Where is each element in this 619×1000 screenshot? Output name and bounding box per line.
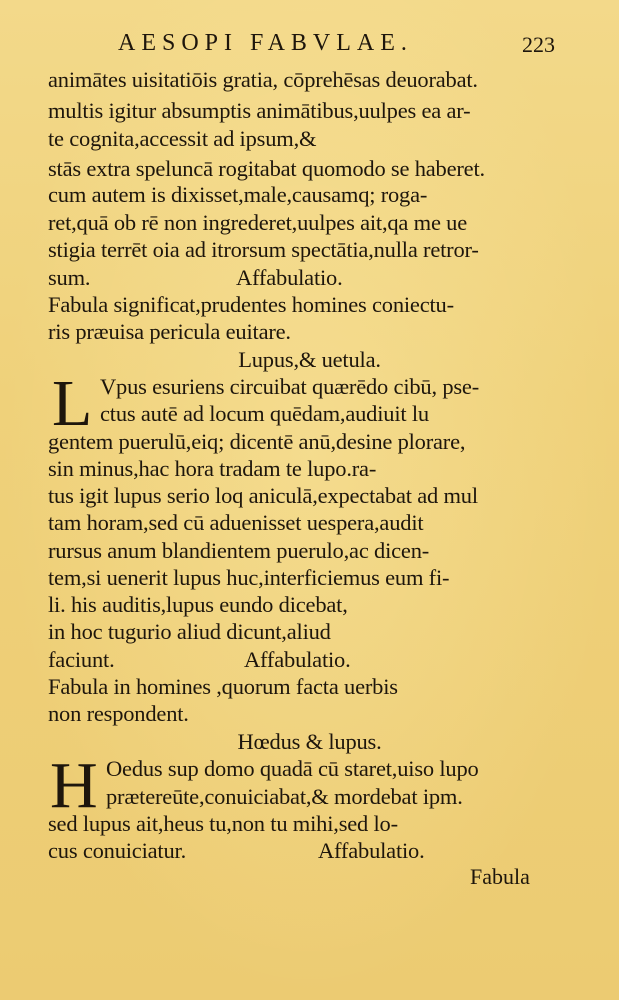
affabulatio-heading: Affabulatio. xyxy=(236,265,343,290)
text-line: tem,si uenerit lupus huc,interficiemus eum fi- xyxy=(48,565,450,590)
moral-line: ris præuisa pericula euitare. xyxy=(48,319,291,344)
catchword: Fabula xyxy=(470,864,530,889)
text-line: in hoc tugurio aliud dicunt,aliud xyxy=(48,619,331,644)
text-line: multis igitur absumptis animātibus,uulpes ea ar- xyxy=(48,98,471,123)
moral-line: Fabula significat,prudentes homines coniectu- xyxy=(48,292,454,317)
text-line: li. his auditis,lupus eundo dicebat, xyxy=(48,592,348,617)
text-line: sum. xyxy=(48,265,91,290)
fable-title: Hœdus & lupus. xyxy=(237,729,382,754)
text-line: gentem puerulū,eiq; dicentē anū,desine plorare, xyxy=(48,429,466,454)
text-line: te cognita,accessit ad ipsum,& xyxy=(48,126,317,151)
running-head: AESOPI FABVLAE. xyxy=(118,30,413,56)
text-line: animātes uisitatiōis gratia, cōprehēsas deuorabat. xyxy=(48,67,478,92)
text-line: ctus autē ad locum quēdam,audiuit lu xyxy=(100,401,429,426)
affabulatio-heading: Affabulatio. xyxy=(244,647,351,672)
affabulatio-heading: Affabulatio. xyxy=(318,838,425,863)
text-line: stigia terrēt oia ad itrorsum spectātia,nulla retror- xyxy=(48,237,479,262)
text-line: sed lupus ait,heus tu,non tu mihi,sed lo- xyxy=(48,811,398,836)
drop-capital: L xyxy=(52,367,93,440)
drop-capital: H xyxy=(50,749,98,822)
text-line: rursus anum blandientem puerulo,ac dicen- xyxy=(48,538,430,563)
moral-line: Fabula in homines ,quorum facta uerbis xyxy=(48,674,398,699)
text-line: sin minus,hac hora tradam te lupo.ra- xyxy=(48,456,377,481)
text-line: prætereūte,conuiciabat,& mordebat ipm. xyxy=(106,784,463,809)
text-line: tam horam,sed cū aduenisset uespera,audit xyxy=(48,510,424,535)
text-line: tus igit lupus serio loq aniculā,expectabat ad mul xyxy=(48,483,478,508)
text-line: cum autem is dixisset,male,causamq; roga- xyxy=(48,182,428,207)
text-line: faciunt. xyxy=(48,647,115,672)
text-line: cus conuiciatur. xyxy=(48,838,187,863)
text-line: Vpus esuriens circuibat quærēdo cibū, pse- xyxy=(100,374,480,399)
page-number: 223 xyxy=(522,32,555,57)
text-line: Oedus sup domo quadā cū staret,uiso lupo xyxy=(106,756,479,781)
fable-title: Lupus,& uetula. xyxy=(238,347,381,372)
moral-line: non respondent. xyxy=(48,701,189,726)
text-line: ret,quā ob rē non ingrederet,uulpes ait,qa me ue xyxy=(48,210,467,235)
text-line: stās extra speluncā rogitabat quomodo se haberet. xyxy=(48,156,485,181)
